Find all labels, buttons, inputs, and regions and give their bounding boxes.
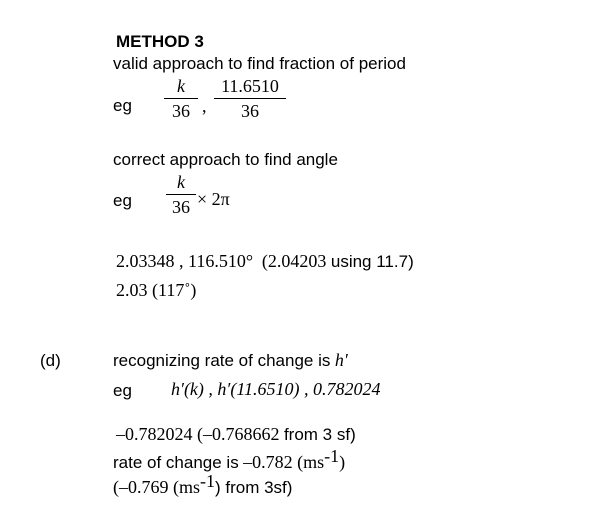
fraction-numerator: k (177, 76, 185, 96)
eg-label: eg (113, 381, 132, 400)
rate-value: –0.782 (ms (243, 452, 325, 472)
fraction-bar (164, 98, 198, 99)
angle-approach-text: correct approach to find angle (113, 150, 338, 169)
fraction-numerator: k (177, 172, 185, 192)
eg-label: eg (113, 191, 132, 210)
fraction-bar (214, 98, 286, 99)
fraction-k-over-36 (166, 172, 196, 217)
part-d-label: (d) (40, 351, 61, 370)
fraction-denominator: 36 (172, 101, 190, 121)
rounded-value: (–0.769 (ms (113, 477, 200, 497)
using-note: using 11.7) (330, 252, 414, 271)
answer-value: –0.782024 (–0.768662 (116, 424, 280, 444)
rate-of-change-text: recognizing rate of change is (113, 351, 331, 370)
fraction-denominator: 36 (241, 101, 259, 121)
rate-of-change-label: rate of change is (113, 453, 239, 472)
from-3sf-note: from 3 sf) (283, 425, 356, 444)
derivative-examples: h′(k) , h′(11.6510) , 0.782024 (171, 379, 381, 399)
fraction-k-over-36 (164, 76, 198, 121)
eg-label: eg (113, 96, 132, 115)
fraction-denominator: 36 (172, 197, 190, 217)
times-two-pi: × 2π (197, 189, 230, 209)
answer-line-3 (113, 471, 293, 498)
unit-exponent: -1 (324, 446, 340, 466)
fraction-value-over-36 (214, 76, 286, 121)
unit-exponent: -1 (200, 471, 215, 491)
close-paren: ) (339, 452, 346, 472)
result-values: 2.03348 , 116.510° (116, 251, 254, 271)
result-line-1 (116, 251, 414, 272)
method-title: METHOD 3 (116, 32, 204, 51)
answer-line-2 (113, 446, 346, 473)
from-3sf-note: ) from 3sf) (215, 478, 293, 497)
fraction-bar (166, 194, 196, 195)
answer-line-1 (116, 424, 356, 445)
rate-of-change-line (113, 350, 348, 371)
alternate-value: (2.04203 (261, 251, 327, 271)
h-prime-expr: h′ (334, 350, 348, 370)
result-line-2: 2.03 (117˚) (116, 280, 197, 300)
comma-separator: , (202, 96, 207, 116)
fraction-numerator: 11.6510 (221, 76, 279, 96)
fraction-approach-text: valid approach to find fraction of period (113, 54, 406, 73)
